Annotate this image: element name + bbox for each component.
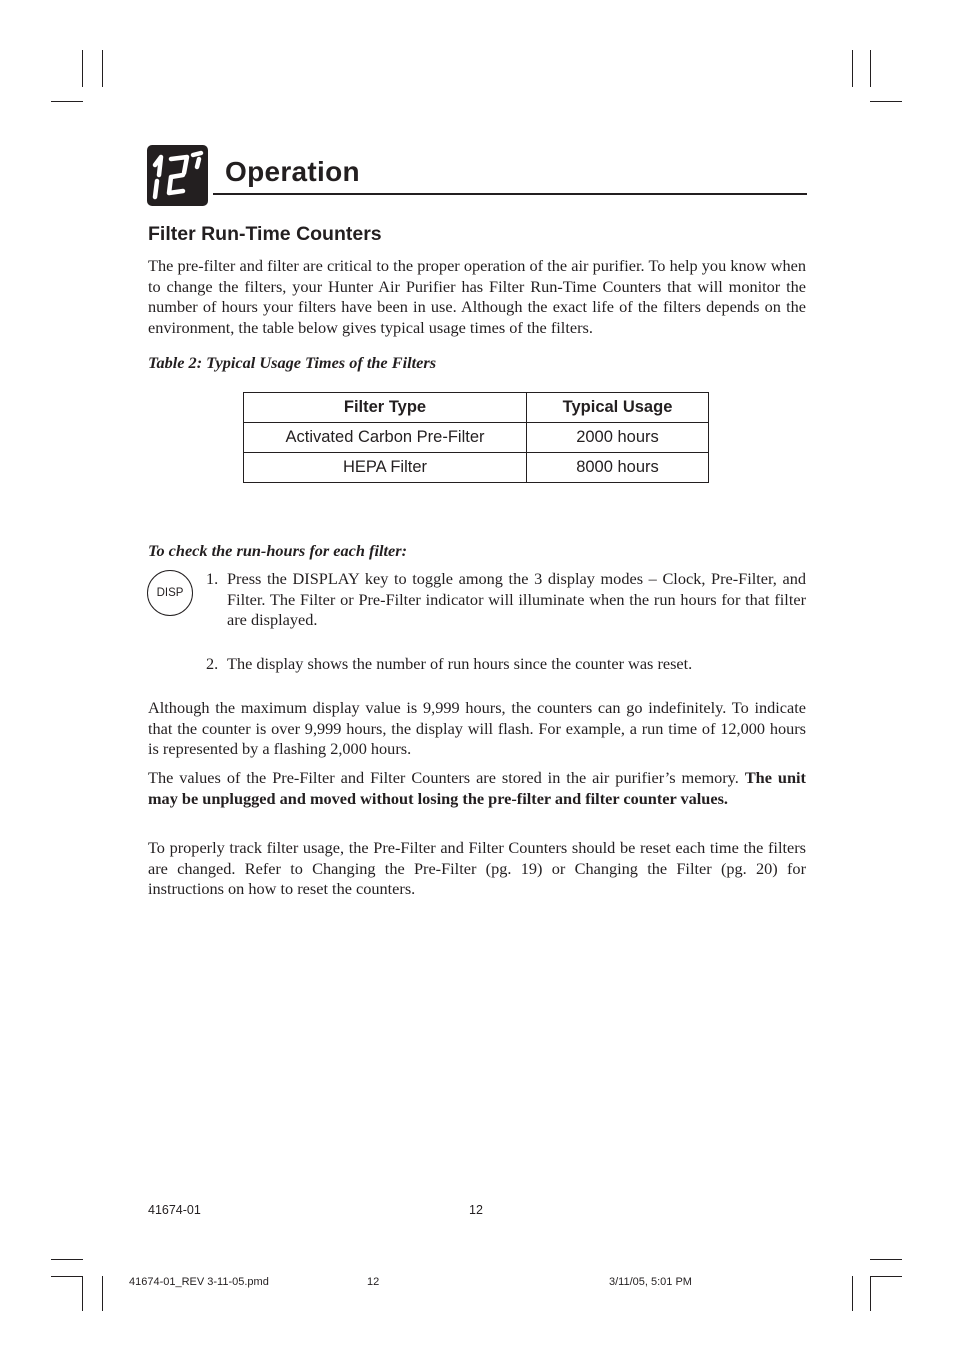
memory-text: The values of the Pre-Filter and Filter Counters are stored in the air purifier’s memory. <box>148 768 739 787</box>
table-row <box>244 423 709 453</box>
page-number: 12 <box>469 1203 483 1217</box>
table-row <box>244 453 709 483</box>
crop-mark <box>870 1276 871 1311</box>
slug-timestamp: 3/11/05, 5:01 PM <box>609 1276 692 1288</box>
table-cell: 2000 hours <box>527 423 709 453</box>
crop-mark <box>870 1276 902 1277</box>
column-header: Filter Type <box>244 393 527 423</box>
crop-mark <box>852 50 853 87</box>
table-caption: Table 2: Typical Usage Times of the Filters <box>148 353 437 372</box>
crop-mark <box>870 50 871 87</box>
crop-mark <box>82 1276 83 1311</box>
instructions-caption: To check the run-hours for each filter: <box>148 541 408 560</box>
step-text: The display shows the number of run hours since the counter was reset. <box>227 654 693 673</box>
intro-paragraph: The pre-filter and filter are critical to the proper operation of the air purifier. To help you know when to change the filters, your Hunter Air Purifier has Filter Run-Time Counters that will monitor the number of hours your filters have been in use. Although the exact life of the filters depends on the environment, the table below gives typical usage times of the filters. <box>148 256 806 337</box>
crop-mark <box>852 1276 853 1311</box>
crop-mark <box>82 50 83 87</box>
usage-table <box>243 392 709 483</box>
page-title: Operation <box>225 156 360 187</box>
crop-mark <box>51 101 83 102</box>
section-heading: Filter Run-Time Counters <box>148 223 382 245</box>
crop-mark <box>51 1276 83 1277</box>
slug-page: 12 <box>367 1276 380 1288</box>
reset-paragraph: To properly track filter usage, the Pre-Filter and Filter Counters should be reset each time the filters are changed. Refer to Changing the Pre-Filter (pg. 19) or Changing the Filter (pg. 20) for instructions on how to reset the counters. <box>148 838 806 898</box>
step-number: 2. <box>206 654 219 673</box>
crop-mark <box>102 1276 103 1311</box>
operation-digits-icon <box>147 145 208 206</box>
table-header-row <box>244 393 709 423</box>
column-header: Typical Usage <box>527 393 709 423</box>
step-text: Press the DISPLAY key to toggle among the 3 display modes – Clock, Pre-Filter, and Filter. The Filter or Pre-Filter indicator will illuminate when the run hours for that filter are displayed. <box>227 569 806 629</box>
step-number: 1. <box>206 569 219 588</box>
slug-file: 41674-01_REV 3-11-05.pmd <box>129 1276 269 1288</box>
crop-mark <box>870 1259 902 1260</box>
table-cell: Activated Carbon Pre-Filter <box>244 423 527 453</box>
table-cell: HEPA Filter <box>244 453 527 483</box>
title-divider <box>213 193 807 195</box>
memory-bold-text: The unit may be unplugged and moved without losing the pre-filter and filter counter values. <box>148 768 806 808</box>
disp-button-label: DISP <box>156 587 184 599</box>
crop-mark <box>51 1259 83 1260</box>
crop-mark <box>870 101 902 102</box>
memory-paragraph <box>148 768 806 809</box>
table-cell: 8000 hours <box>527 453 709 483</box>
crop-mark <box>102 50 103 87</box>
disp-button-illustration <box>147 570 193 616</box>
max-display-paragraph: Although the maximum display value is 9,999 hours, the counters can go indefinitely. To indicate that the counter is over 9,999 hours, the display will flash. For example, a run time of 12,000 hours is represented by a flashing 2,000 hours. <box>148 698 806 758</box>
document-number: 41674-01 <box>148 1203 201 1217</box>
